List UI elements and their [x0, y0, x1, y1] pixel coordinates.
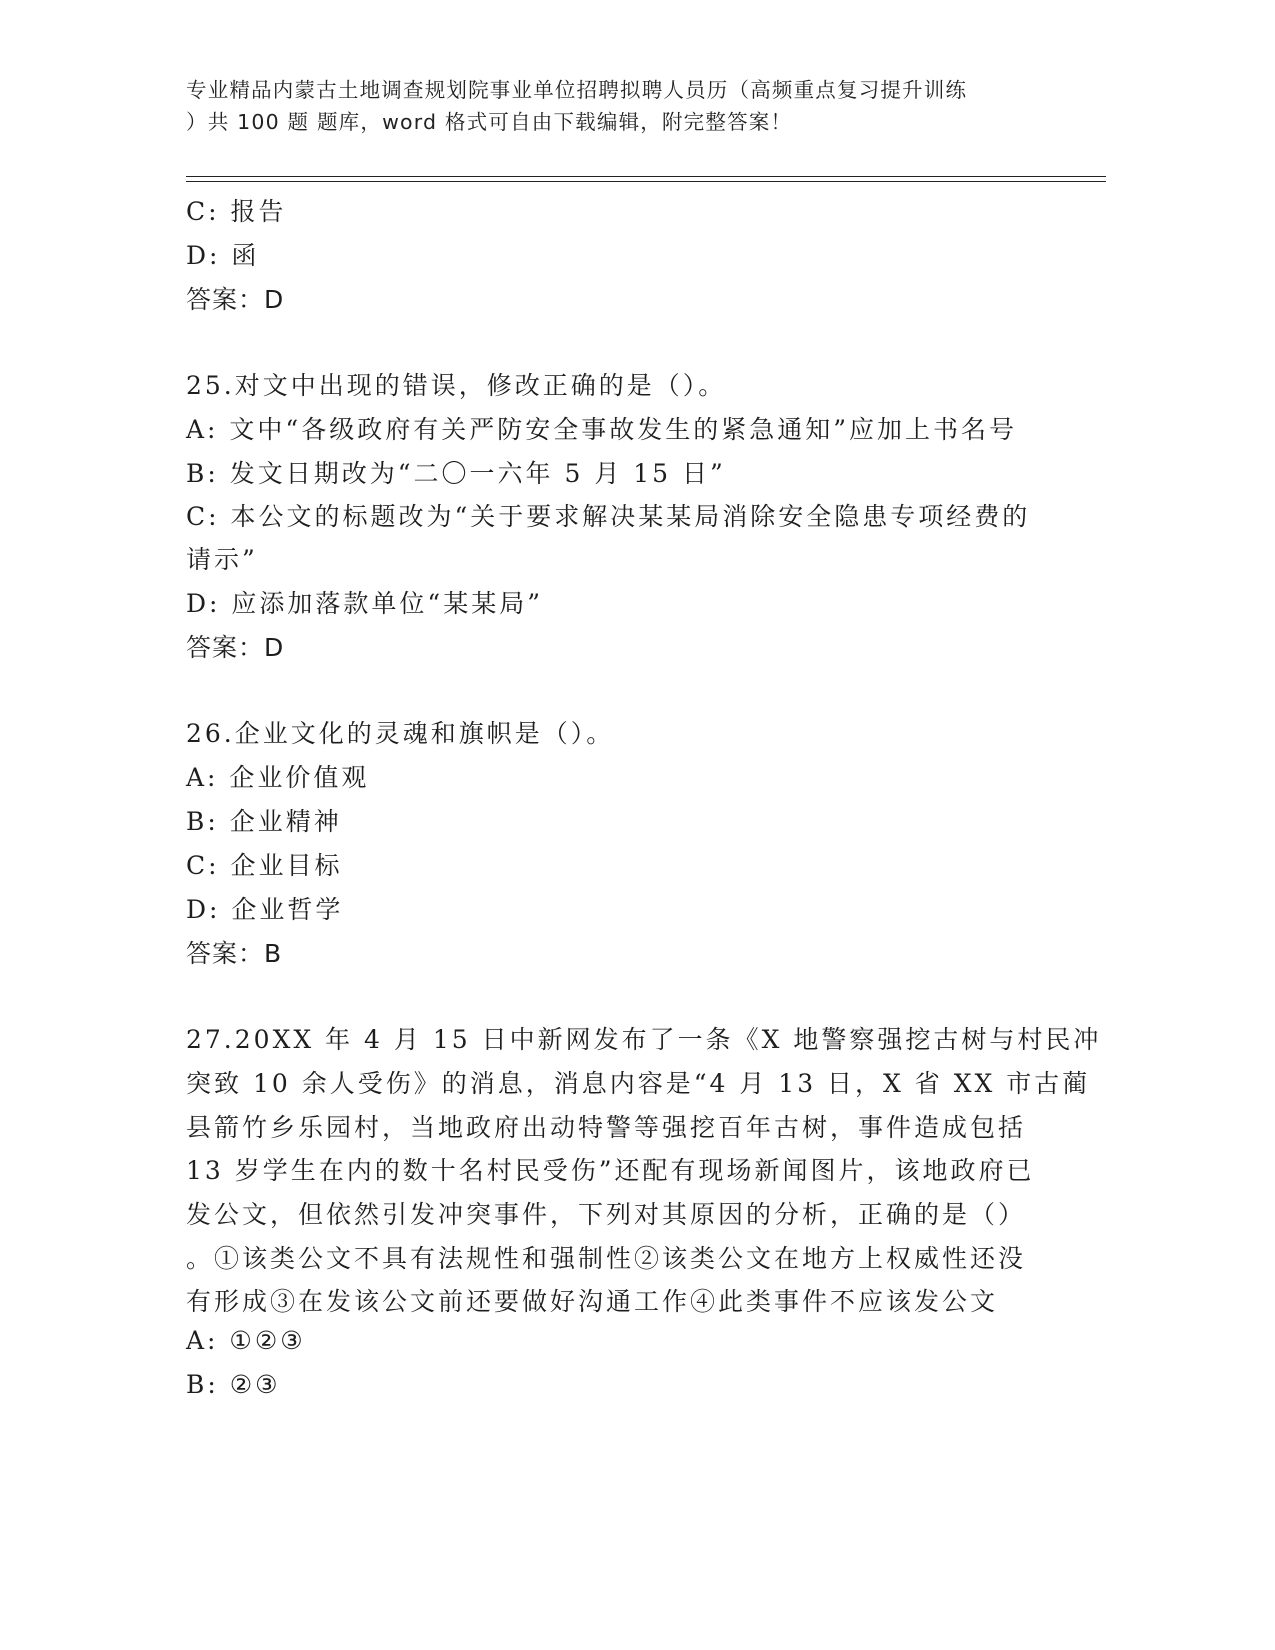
header-rule-thick [186, 176, 1106, 177]
q27-stem-line: 发公文，但依然引发冲突事件，下列对其原因的分析，正确的是（） [186, 1200, 1027, 1229]
q27-option-a: A: ①②③ [186, 1326, 306, 1355]
document-header [186, 74, 1086, 138]
q27-stem-line: 有形成③在发该公文前还要做好沟通工作④此类事件不应该发公文 [186, 1287, 999, 1316]
header-rule-thin [186, 181, 1106, 182]
header-line-1: 专业精品内蒙古土地调查规划院事业单位招聘拟聘人员历（高频重点复习提升训练 [186, 78, 968, 102]
q25-option-b: B: 发文日期改为“二〇一六年 5 月 15 日” [186, 459, 726, 488]
q25-stem: 25.对文中出现的错误，修改正确的是（）。 [186, 371, 727, 400]
q24-option-c: C: 报告 [186, 197, 287, 226]
q27-stem-line: 13 岁学生在内的数十名村民受伤”还配有现场新闻图片，该地政府已 [186, 1156, 1035, 1185]
q24-option-d: D: 函 [186, 241, 260, 270]
q25-answer: 答案：D [186, 633, 285, 662]
q25-option-c-line-2: 请示” [186, 545, 258, 574]
header-line-2: ）共 100 题 题库，word 格式可自由下载编辑，附完整答案！ [186, 110, 793, 134]
q25-option-c-line-1: C: 本公文的标题改为“关于要求解决某某局消除安全隐患专项经费的 [186, 502, 1031, 531]
q26-option-a: A: 企业价值观 [186, 763, 370, 792]
q26-answer: 答案：B [186, 939, 283, 968]
q27-option-b: B: ②③ [186, 1370, 281, 1399]
q26-option-c: C: 企业目标 [186, 851, 343, 880]
q27-stem-line: 27.20XX 年 4 月 15 日中新网发布了一条《X 地警察强挖古树与村民冲 [186, 1025, 1102, 1054]
q26-option-b: B: 企业精神 [186, 807, 342, 836]
q25-option-d: D: 应添加落款单位“某某局” [186, 589, 543, 618]
q26-option-d: D: 企业哲学 [186, 895, 344, 924]
q25-option-a: A: 文中“各级政府有关严防安全事故发生的紧急通知”应加上书名号 [186, 415, 1017, 444]
q27-stem-line: 县箭竹乡乐园村，当地政府出动特警等强挖百年古树，事件造成包括 [186, 1113, 1027, 1142]
q27-stem-line: 突致 10 余人受伤》的消息，消息内容是“4 月 13 日，X 省 XX 市古蔺 [186, 1069, 1091, 1098]
q27-stem-line: 。①该类公文不具有法规性和强制性②该类公文在地方上权威性还没 [186, 1244, 1027, 1273]
q26-stem: 26.企业文化的灵魂和旗帜是（）。 [186, 719, 615, 748]
q24-answer: 答案：D [186, 285, 285, 314]
